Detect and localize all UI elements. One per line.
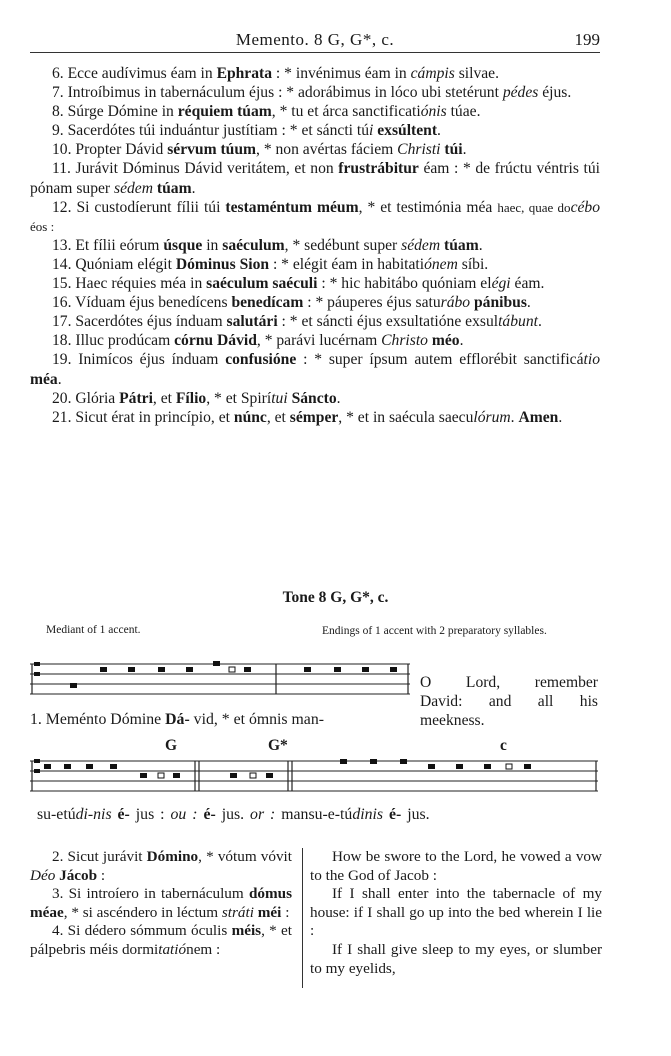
verse-text: , * et pálpebris méis dormi [30, 922, 292, 958]
accent-syllable: méis [231, 922, 262, 940]
mediant-staff [30, 660, 412, 702]
verse-text: 10. Propter Dávid [52, 141, 168, 159]
verse-text: . [57, 370, 62, 388]
verse [30, 885, 292, 922]
verse [30, 121, 600, 140]
mediant-underlay [30, 711, 324, 729]
italic-syllable: Déo [30, 866, 56, 884]
verse-text: : [281, 903, 290, 921]
underlay-text: jus : [129, 806, 171, 823]
italic-syllable: tatió [158, 940, 187, 958]
underlay-text: jus. [215, 806, 251, 823]
verse [30, 408, 600, 427]
accent-syllable: Jácob [59, 866, 98, 884]
ending-letter-g: G [165, 737, 178, 754]
verse-text: . [191, 179, 196, 197]
verse-text: , * parávi lucérnam [256, 332, 382, 350]
accent-syllable: méi [257, 903, 282, 921]
verse-text: , * vótum vóvit [198, 848, 292, 865]
verse-text: 9. Sacerdótes túi induántur justítiam : * et sáncti tú [52, 122, 370, 140]
verse-text: 20. Glória [52, 389, 120, 407]
verse-text: . [459, 332, 464, 350]
italic-syllable: Christo [381, 332, 428, 350]
accent-syllable: Dávid [217, 332, 257, 350]
column-divider [302, 848, 303, 988]
verse-text: éam. [510, 275, 545, 293]
verse-text: 13. Et fílii eórum [52, 236, 164, 254]
accent-syllable: testaméntum [225, 198, 313, 216]
verse-text: silvae. [454, 65, 499, 82]
endings-label: Endings of 1 accent with 2 preparatory syllables. [322, 625, 547, 637]
verse-text: 17. Sacerdótes éjus índuam [52, 313, 227, 331]
verse-text: . [526, 294, 531, 312]
verse [310, 941, 602, 978]
verse-text: 19. Inimícos éjus índuam [52, 351, 226, 369]
verse-text: If I shall enter into the tabernacle of my house: if I shall go up into the bed wherein I lie : [310, 885, 602, 940]
accent-syllable: é- [111, 806, 130, 823]
accent-syllable: é- [197, 806, 216, 823]
english-gloss [420, 673, 598, 730]
underlay-text: vid, * et ómnis man- [189, 711, 324, 728]
accent-syllable: túum [220, 141, 257, 159]
verse-text: , * et Spirí [206, 389, 272, 407]
verse-text: : * super ípsum autem efflorébit sanctificá [296, 351, 584, 369]
verse [30, 274, 600, 293]
tone-title: Tone 8 G, G*, c. [282, 589, 389, 606]
verse [30, 83, 600, 102]
italic-syllable: i [369, 122, 374, 140]
italic-syllable: cámpis [410, 65, 455, 82]
verse-number: 1. [30, 711, 46, 728]
verse-text: : * et sáncti éjus exsultatióne exsul [277, 313, 499, 331]
psalm-verses [30, 64, 600, 427]
verse [30, 159, 600, 197]
verse-text: , et [152, 389, 176, 407]
accent-syllable: frustrábitur [338, 160, 419, 178]
italic-syllable: rábo [440, 294, 471, 312]
accent-syllable: Amen [518, 408, 559, 426]
italic-syllable: tio [583, 351, 600, 369]
verse [30, 312, 600, 331]
italic-syllable: sédem [114, 179, 153, 197]
verse-text: 8. Súrge Dómine in [52, 103, 178, 121]
verse-text: 4. Si dédero sómmum óculis [52, 922, 232, 940]
accent-syllable: túam [444, 236, 479, 254]
verse-text: How be swore to the Lord, he vowed a vow to the God of Jacob : [310, 848, 602, 884]
accent-syllable: saéculum [206, 275, 269, 293]
running-head [30, 30, 600, 53]
verse-text: , * sedébunt super [284, 236, 402, 254]
verse-text: . [510, 408, 519, 426]
verse [30, 293, 600, 312]
verse [30, 331, 600, 350]
underlay-text: su-etú [37, 806, 76, 823]
accent-syllable: saéculi [272, 275, 318, 293]
verse-text: : * hic habitábo quóniam el [317, 275, 492, 293]
verse [30, 848, 292, 885]
verse [30, 140, 600, 159]
verse-text: 7. Introíbimus in tabernáculum éjus : * adorábimus in lóco ubi stetérunt [52, 84, 503, 102]
accent-syllable: córnu [174, 332, 214, 350]
accent-syllable: túi [444, 141, 463, 159]
accent-syllable: dómus [248, 885, 292, 903]
accent-syllable: saéculum [222, 236, 285, 254]
italic-syllable: ónem [424, 255, 458, 273]
verse [310, 885, 602, 941]
accent-syllable: réquiem [177, 103, 234, 121]
underlay-text: jus. [401, 806, 430, 823]
endings-staff [30, 757, 600, 799]
page-number: 199 [574, 30, 600, 49]
small-text: éos : [30, 218, 55, 234]
accent-syllable: Sion [239, 255, 270, 273]
verse-text: nem : [186, 940, 221, 958]
verse-text: If I shall give sleep to my eyes, or slumber to my eyelids, [310, 940, 602, 977]
accent-syllable: túam [237, 103, 272, 121]
italic-syllable: lórum [473, 408, 511, 426]
verse-text: , * et in saécula saecu [338, 408, 474, 426]
gloss-line: meekness. [420, 712, 485, 729]
verse-text: , et [266, 408, 290, 426]
verse [30, 236, 600, 255]
accent-syllable: confusióne [225, 351, 297, 369]
italic-syllable: tui [271, 389, 288, 407]
accent-syllable: exsúltent [377, 122, 438, 140]
accent-syllable: Dómino [146, 848, 199, 865]
verse-text: túae. [446, 103, 481, 121]
accent-syllable: sémper [289, 408, 339, 426]
verse-text: , * et testimónia méa [358, 198, 498, 216]
underlay-text: mansu-e-tú [275, 806, 353, 823]
italic-syllable: sédem [401, 236, 441, 254]
accent-syllable: méum [317, 198, 359, 216]
verse-text: : [97, 866, 106, 884]
verse-text: . [478, 236, 483, 254]
accent-syllable: é- [383, 806, 402, 823]
verse [30, 102, 600, 121]
verse-text: 2. Sicut jurávit [52, 848, 147, 865]
verse-text: 11. Jurávit Dóminus Dávid veritátem, et non [52, 160, 339, 178]
verse-text: éam : * de frúctu véntris túi pónam super [30, 160, 601, 197]
accent-syllable: Dá- [165, 711, 190, 728]
italic-syllable: cébo [570, 198, 600, 216]
verse-text: 18. Illuc prodúcam [52, 332, 175, 350]
verse [310, 848, 602, 885]
gloss-line: David: and all his [420, 693, 598, 710]
running-title: Memento. 8 G, G*, c. [235, 30, 395, 49]
accent-syllable: Dóminus [175, 255, 236, 273]
mediant-label: Mediant of 1 accent. [46, 624, 141, 636]
accent-syllable: úsque [163, 236, 203, 254]
verse-text: . [537, 313, 542, 331]
verse [30, 198, 600, 236]
endings-underlay [37, 806, 430, 824]
verse [30, 350, 600, 388]
accent-syllable: sérvum [167, 141, 217, 159]
verse-text: : * páuperes éjus satu [303, 294, 441, 312]
verse-text: 12. Si custodíerunt fílii túi [52, 198, 226, 216]
verse-text: éjus. [538, 84, 572, 102]
italic-syllable: tábunt [498, 313, 538, 331]
accent-syllable: Sáncto [291, 389, 337, 407]
italic-syllable: pédes [502, 84, 539, 102]
verse-text: , * si ascéndero in léctum [63, 903, 222, 921]
accent-syllable: núnc [233, 408, 267, 426]
verse [30, 255, 600, 274]
verse-text: . [336, 389, 341, 407]
underlay-italic: di-nis [75, 806, 112, 823]
italic-syllable: ónis [420, 103, 447, 121]
verse [30, 64, 600, 83]
accent-syllable: méa [30, 370, 58, 388]
verse-text: 6. Ecce audívimus éam in [52, 65, 217, 82]
italic-syllable: stráti [221, 903, 254, 921]
verse-text: . [558, 408, 563, 426]
verse-text: . [437, 122, 441, 140]
latin-column [30, 848, 292, 960]
underlay-italic: dinis [352, 806, 384, 823]
accent-syllable: pánibus [474, 294, 527, 312]
verse-text: in [202, 236, 223, 254]
underlay-italic: ou : [170, 806, 198, 823]
accent-syllable: túam [156, 179, 192, 197]
english-column [310, 848, 602, 978]
italic-syllable: Christi [397, 141, 441, 159]
verse-text: síbi. [457, 255, 489, 273]
verse [30, 389, 600, 408]
italic-syllable: égi [491, 275, 511, 293]
small-text: haec, quae do [497, 199, 571, 215]
accent-syllable: Ephrata [216, 65, 273, 82]
underlay-text: Meménto Dómine [45, 711, 166, 728]
verse-text: . [462, 141, 467, 159]
accent-syllable: Pátri [119, 389, 153, 407]
accent-syllable: méae [30, 903, 64, 921]
verse-text: 3. Si introíero in tabernáculum [52, 885, 249, 903]
verse-text: 14. Quóniam elégit [52, 255, 176, 273]
gloss-line: O Lord, remember [420, 674, 598, 691]
accent-syllable: salutári [226, 313, 278, 331]
verse-text: 16. Víduam éjus benedícens [52, 294, 232, 312]
ending-letter-c: c [500, 737, 507, 754]
underlay-italic: or : [250, 806, 276, 823]
verse-text: : * elégit éam in habitati [269, 255, 425, 273]
verse-text: 15. Haec réquies méa in [52, 275, 207, 293]
verse-text: , * tu et árca sanctificati [271, 103, 421, 121]
accent-syllable: méo [431, 332, 460, 350]
verse-text: 21. Sicut érat in princípio, et [52, 408, 234, 426]
verse [30, 922, 292, 959]
accent-syllable: Fílio [175, 389, 207, 407]
ending-letter-gstar: G* [268, 737, 288, 754]
verse-text: : * invénimus éam in [272, 65, 411, 82]
accent-syllable: benedícam [231, 294, 304, 312]
verse-text: , * non avértas fáciem [256, 141, 398, 159]
